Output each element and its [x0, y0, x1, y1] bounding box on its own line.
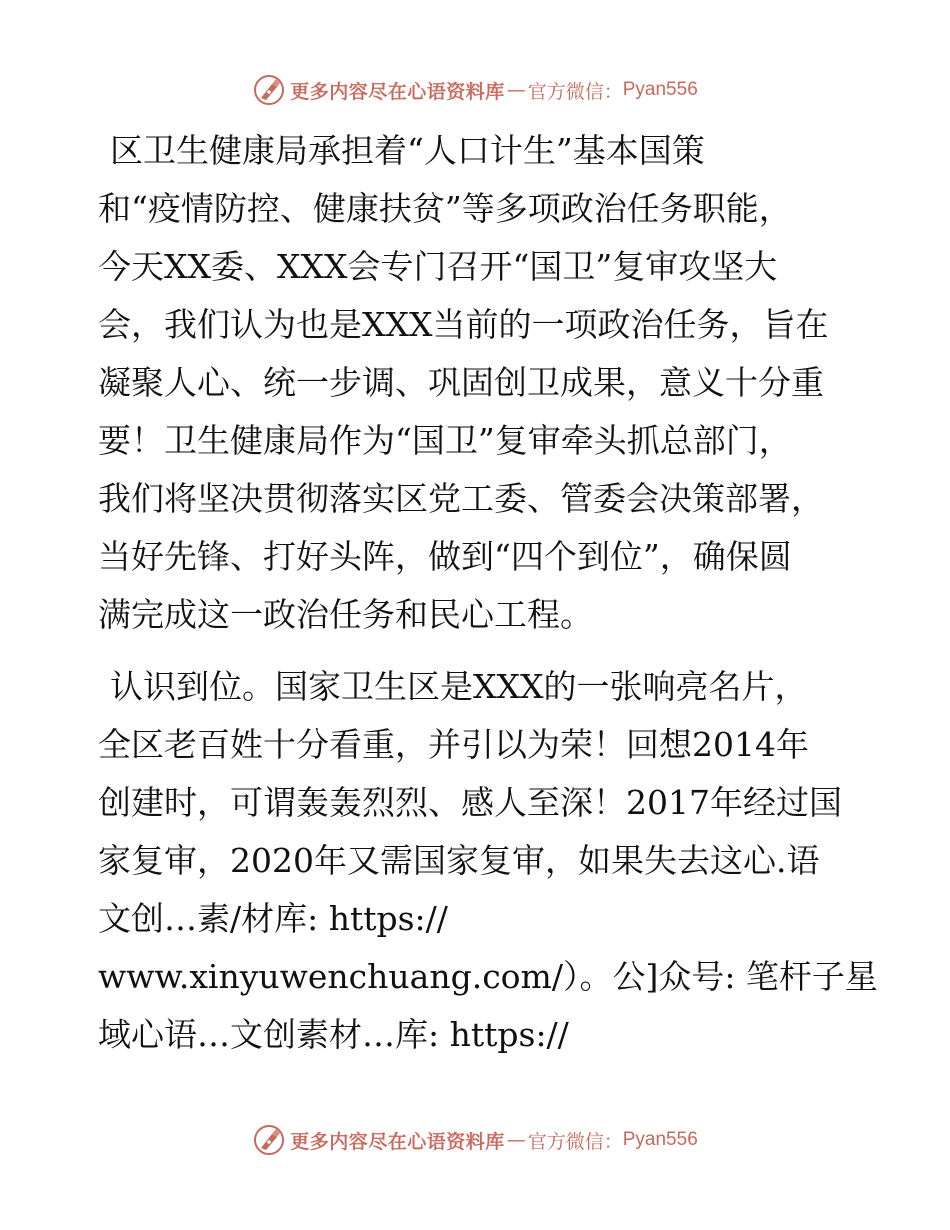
text-line: 要！卫生健康局作为“国卫”复审牵头抓总部门，: [98, 421, 792, 460]
pen-nib-logo-icon: [252, 1123, 286, 1157]
banner-wechat-id: Pyan556: [622, 1129, 698, 1150]
banner-wechat-label: 官方微信：: [527, 1130, 623, 1153]
banner-separator: —: [506, 1129, 526, 1151]
text-line: 创建时，可谓轰轰烈烈、感人至深！2017年经过国: [98, 783, 842, 822]
banner-text: 更多内容尽在心语资料库: [290, 1130, 505, 1153]
paragraph-2: [98, 658, 878, 1064]
text-line: 会，我们认为也是XXX当前的一项政治任务，旨在: [98, 305, 829, 344]
text-line: 我们将坚决贯彻落实区党工委、管委会决策部署，: [98, 479, 824, 518]
text-line: 当好先锋、打好头阵，做到“四个到位”，确保圆: [98, 537, 792, 576]
text-line: 区卫生健康局承担着“人口计生”基本国策: [110, 131, 705, 170]
text-line: 域心语…文创素材…库: https://: [98, 1015, 569, 1054]
banner-separator: —: [506, 79, 526, 101]
text-line: 全区老百姓十分看重，并引以为荣！回想2014年: [98, 725, 809, 764]
text-line: 满完成这一政治任务和民心工程。: [98, 595, 593, 634]
document-body: [98, 122, 878, 1078]
text-line: 和“疫情防控、健康扶贫”等多项政治任务职能，: [98, 189, 792, 228]
text-line: www.xinyuwenchuang.com/）。公]众号: 笔杆子星: [98, 957, 878, 996]
banner-wechat-id: Pyan556: [622, 79, 698, 100]
footer-banner: [0, 1120, 950, 1160]
paragraph-1: [98, 122, 858, 644]
banner-text: 更多内容尽在心语资料库: [290, 80, 505, 103]
pen-nib-logo-icon: [252, 73, 286, 107]
header-banner: [0, 70, 950, 110]
banner-wechat-label: 官方微信：: [527, 80, 623, 103]
text-line: 文创…素/材库: https://: [98, 899, 448, 938]
text-line: 凝聚人心、统一步调、巩固创卫成果，意义十分重: [98, 363, 824, 402]
text-line: 今天XX委、XXX会专门召开“国卫”复审攻坚大: [98, 247, 778, 286]
text-line: 认识到位。国家卫生区是XXX的一张响亮名片，: [110, 667, 808, 706]
text-line: 家复审，2020年又需国家复审，如果失去这心.语: [98, 841, 820, 880]
